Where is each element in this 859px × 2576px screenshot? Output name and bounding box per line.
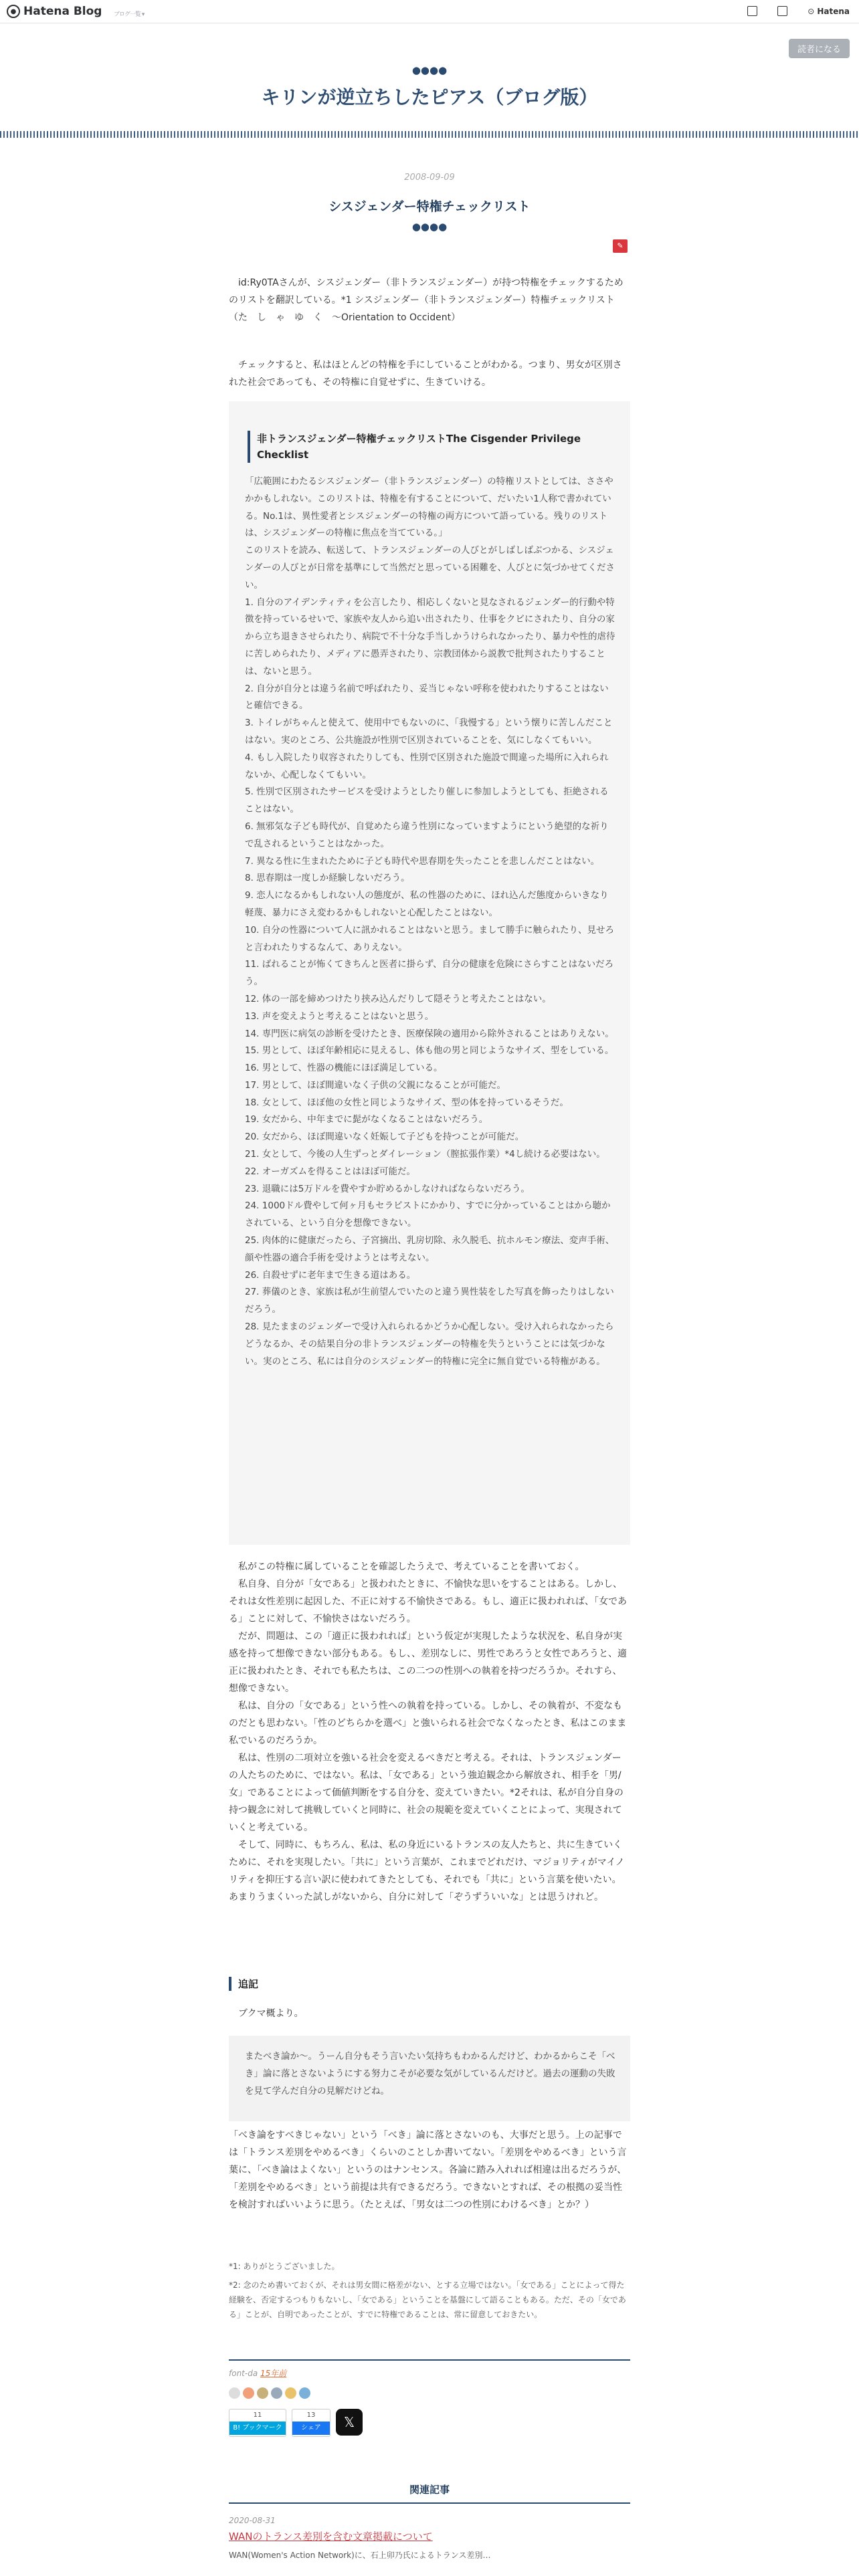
hatena-icon: ⊙ <box>807 6 815 16</box>
entry-paragraphs-3 <box>229 1558 630 1906</box>
checklist-item: 6. 無邪気な子ども時代が、自覚めたら違う性別になっていますようにという絶望的な祈りで乱されるということはなかった。 <box>245 821 609 849</box>
blog-title[interactable]: キリンが逆立ちしたピアス（ブログ版） <box>261 86 598 108</box>
write-button[interactable] <box>747 6 760 16</box>
checklist-item: 21. 女として、今後の人生ずっとダイレーション（膣拡張作業）*4し続ける必要はない。 <box>245 1149 605 1160</box>
header-stripe <box>0 131 859 138</box>
subscribe-button[interactable]: 読者になる <box>789 39 850 58</box>
hatena-bookmark-button[interactable]: 11 B! ブックマーク <box>229 2409 286 2437</box>
related-summary: WAN(Women's Action Network)に、石上卯乃氏によるトランス差別… <box>229 2551 491 2560</box>
star-user-icon[interactable] <box>299 2387 310 2399</box>
checklist-item: 4. もし入院したり収容されたりしても、性別で区別された施設で間違った場所に入れられないか、心配しなくてもいい。 <box>245 752 609 780</box>
checklist-item: 26. 自殺せずに老年まで生きる道はある。 <box>245 1269 416 1281</box>
checklist-item: 11. ばれることが怖くてきちんと医者に掛らず、自分の健康を危険にさらすことはないだろう。 <box>245 959 614 988</box>
blog-list-dropdown[interactable]: ブログ一覧 ▾ <box>114 11 145 18</box>
add-star-icon[interactable] <box>229 2387 240 2399</box>
checklist-item: 23. 退職には5万ドルを費やすか貯めるかしなければならないだろう。 <box>245 1183 530 1194</box>
header-actions <box>747 6 850 16</box>
checklist-item: 「広範囲にわたるシスジェンダー（非トランスジェンダー）の特権リストとしては、ささやかかもしれない。このリストは、特権を有することについて、だいたい1人称で書かれている。No.1は、異性愛者とシスジェンダーの特権の両方について語っている。残りのリストは、シスジェンダーの特権に焦点を当てている。」 <box>245 476 613 539</box>
checklist-item: 12. 体の一部を締めつけたり挟み込んだりして隠そうと考えたことはない。 <box>245 993 551 1004</box>
pencil-icon <box>747 6 757 16</box>
hatena-logo-icon: ● <box>7 5 20 18</box>
footnotes <box>229 2259 630 2326</box>
checklist-item: 13. 声を変えようと考えることはないと思う。 <box>245 1010 434 1022</box>
checklist-item: 25. 肉体的に健康だったら、子宮摘出、乳房切除、永久脱毛、抗ホルモン療法、変声手術、顔や性器の適合手術を受けようとは考えない。 <box>245 1235 615 1263</box>
body-paragraph: 私自身、自分が「女である」と扱われたときに、不愉快な思いをすることはある。しかし、それは女性差別に起因した、不正に対する不愉快さである。もし、適正に扱われれば、「女である」ことに対して、不愉快さはないだろう。 <box>229 1579 627 1624</box>
entry-time-link[interactable]: 15年前 <box>260 2369 287 2378</box>
entry-paragraph-1: id:Ry0TAさんが、シスジェンダー（非トランスジェンダー）が持つ特権をチェックするためのリストを翻訳している。*1 シスジェンダー（非トランスジェンダー）特権チェックリスト（た し ゃ ゆ く 〜Orientation to Occident） <box>229 278 624 323</box>
checklist-item: 16. 男として、性器の機能にほぼ満足している。 <box>245 1063 443 1074</box>
checklist-item: 14. 専門医に病気の診断を受けたとき、医療保険の適用から除外されることはありえない。 <box>245 1028 614 1039</box>
hatena-stars[interactable] <box>229 2387 630 2399</box>
entry-title-ornament: ●●●● <box>411 221 448 233</box>
addendum-intro: ブクマ概より。 <box>238 2008 304 2019</box>
footnote: *1: ありがとうございました。 <box>229 2262 340 2271</box>
share-buttons <box>229 2409 630 2437</box>
checklist-item: 19. 女だから、中年までに髭がなくなることはないだろう。 <box>245 1114 488 1125</box>
star-user-icon[interactable] <box>271 2387 282 2399</box>
related-heading: 関連記事 <box>409 2484 450 2496</box>
checklist-item: 5. 性別で区別されたサービスを受けようとしたり催しに参加しようとしても、拒絶されることはない。 <box>245 786 609 815</box>
checklist-item: 3. トイレがちゃんと使えて、使用中でもないのに、「我慢する」という懐りに苦しんだことはない。実のところ、公共施設が性別で区別されていることを、気にしなくてもいい。 <box>245 718 613 746</box>
related-rule <box>229 2502 630 2504</box>
checklist-item: 7. 異なる性に生まれたために子ども時代や思春期を失ったことを悲しんだことはない。 <box>245 855 600 867</box>
edit-entry-icon[interactable]: ✎ <box>613 239 628 253</box>
bookmark-comment-text: またべき論か〜。うーん自分もそう言いたい気持ちもわかるんだけど、わかるからこそ「べき」論に落とさないようにする努力こそが必要な気がしているんだけど。過去の運動の失敗を見て学んだ自分の見解だけどね。 <box>245 2051 615 2097</box>
dashboard-icon <box>777 6 787 16</box>
entry-title[interactable]: シスジェンダー特権チェックリスト <box>328 199 531 214</box>
body-paragraph: 私は、性別の二項対立を強いる社会を変えるべきだと考える。それは、トランスジェンダーの人たちのために、ではない。私は、「女である」という強迫観念から解放され、相手を「男/女」であることによって価値判断をする自分を、変えていきたい。*2それは、私が自分自身の持つ観念に対して挑戦していくと同時に、社会の規範を変えていくことによって、実現されていくと考えている。 <box>229 1753 624 1833</box>
checklist-item: 10. 自分の性器について人に訊かれることはないと思う。まして勝手に触られたり、見せろと言われたりするなんて、ありえない。 <box>245 924 614 953</box>
checklist-quote <box>229 401 630 1545</box>
footnote: *2: 念のため書いておくが、それは男女間に格差がない、とする立場ではない。「女である」ことによって得た経験を、否定するつもりもないし、「女である」ということを基盤にして語ることもある。ただ、その「女である」ことが、自明であったことが、すでに特権であることは、常に留意しておきたい。 <box>229 2280 626 2319</box>
entry-date[interactable]: 2008-09-09 <box>404 173 455 183</box>
checklist-item: 2. 自分が自分とは違う名前で呼ばれたり、妥当じゃない呼称を使われたりすることはないと確信できる。 <box>245 683 609 712</box>
checklist-item: このリストを読み、転送して、トランスジェンダーの人びとがしばしばぶつかる、シスジェンダーの人びとが日常を基準にして当然だと思っている困難を、人びとに気づかせてください。 <box>245 545 615 591</box>
hatena-link[interactable]: ⊙ Hatena <box>807 6 850 16</box>
body-paragraph: だが、問題は、この「適正に扱われれば」という仮定が実現したような状況を、私自身が実感を持って想像できない部分もある。もし、、差別なしに、男性であろうと女性であろうと、適正に扱われたとき、それでも私たちは、この二つの性別への執着を持つだろうか。それすら、想像できない。 <box>229 1631 627 1694</box>
related-date: 2020-08-31 <box>229 2516 276 2525</box>
global-header <box>0 0 859 23</box>
addendum-heading: 追記 <box>229 1977 630 1991</box>
body-paragraph: そして、同時に、もちろん、私は、私の身近にいるトランスの友人たちと、共に生きていくために、それを実現したい。「共に」という言葉が、これまでどれだけ、マジョリティがマイノリティを抑圧する言い訳に使われてきたとしても、それでも「共に」という言葉を使いたい。あまりうまくいった試しがないから、自分に対して「ぞうずういいな」とは思うけれど。 <box>229 1840 625 1903</box>
hatena-blog-logo[interactable] <box>7 5 102 18</box>
checklist-item: 28. 見たままのジェンダーで受け入れられるかどうか心配しない。受け入れられなかったらどうなるか、その結果自分の非トランスジェンダーの特権を失うということには気づかない。実のところ、私には自分のシスジェンダー的特権に完全に無自覚でいる特権がある。 <box>245 1321 614 1367</box>
checklist-item: 18. 女として、ほぼ他の女性と同じようなサイズ、型の体を持っているそうだ。 <box>245 1097 569 1108</box>
star-user-icon[interactable] <box>257 2387 268 2399</box>
checklist-item: 27. 葬儀のとき、家族は私が生前望んでいたのと違う異性装をした写真を飾ったりはしないだろう。 <box>245 1287 614 1315</box>
checklist-item: 9. 恋人になるかもしれない人の態度が、私の性器のために、ほれ込んだ態度からいきなり軽蔑、暴力にさえ変わるかもしれないと心配したことはない。 <box>245 890 609 918</box>
star-user-icon[interactable] <box>243 2387 254 2399</box>
checklist-item: 1. 自分のアイデンティティを公言したり、相応しくないと見なされるジェンダー的行動や特徴を持っているせいで、家族や友人から追い出されたり、仕事をクビにされたり、自分の家から立ち退きさせられたり、病院で不十分な手当しかうけられなかったり、暴力や性的虐待に苦しめられたり、メディアに愚弄されたり、宗教団体から説教で批判されたりすることは、ないと思う。 <box>245 597 615 677</box>
logo-text: Hatena Blog <box>23 5 102 18</box>
body-paragraph: 私がこの特権に属していることを確認したうえで、考えていることを書いておく。 <box>238 1562 585 1572</box>
entry-paragraph-2: チェックすると、私はほとんどの特権を手にしていることがわかる。つまり、男女が区別された社会であっても、その特権に自覚せずに、生きていける。 <box>229 360 622 388</box>
bookmark-comment-quote <box>229 2036 630 2121</box>
related-title-link[interactable]: WANのトランス差別を含む文章掲載について <box>229 2531 433 2543</box>
star-user-icon[interactable] <box>285 2387 296 2399</box>
checklist-item: 20. 女だから、ほぼ間違いなく妊娠して子どもを持つことが可能だ。 <box>245 1132 524 1143</box>
checklist-item: 8. 思春期は一度しか経験しないだろう。 <box>245 873 410 884</box>
entry-footer-rule <box>229 2359 630 2361</box>
checklist-item: 22. オーガズムを得ることはほぼ可能だ。 <box>245 1166 415 1177</box>
manage-button[interactable] <box>777 6 790 16</box>
body-paragraph: 私は、自分の「女である」という性への執着を持っている。しかし、その執着が、不変なものだとも思わない。「性のどちらかを選べ」と強いられる社会でなくなったとき、私はこのまま私でいるのだろうか。 <box>229 1701 627 1746</box>
x-share-icon[interactable]: 𝕏 <box>336 2409 363 2436</box>
entry-author: font-da 15年前 <box>229 2369 287 2378</box>
checklist-item: 24. 1000ドル費やして何ヶ月もセラピストにかかり、すでに分かっていることはから聴かされている、という自分を想像できない。 <box>245 1200 611 1229</box>
addendum-response: 「べき論をすべきじゃない」という「べき」論に落とさないのも、大事だと思う。上の記事では「トランス差別をやめるべき」くらいのことしか書いてない。「差別をやめるべき」という言葉に、「べき論はよくない」というのはナンセンス。各論に踏み入れれば相違は出るだろうが、「差別をやめるべき」という前提は共有できるだろう。できないとすれば、その根拠の妥当性を検討すればいいように思う。（たとえば、「男女は二つの性別にわけるべき」とか？） <box>229 2130 627 2210</box>
facebook-share-button[interactable]: 13 シェア <box>292 2409 330 2437</box>
checklist-body <box>245 473 617 1370</box>
checklist-item: 17. 男として、ほぼ間違いなく子供の父親になることが可能だ。 <box>245 1079 506 1091</box>
checklist-item: 15. 男として、ほぼ年齢相応に見えるし、体も他の男と同じようなサイズ、型をしている。 <box>245 1045 614 1057</box>
title-ornament: ●●●● <box>411 64 448 76</box>
checklist-heading: 非トランスジェンダー特権チェックリストThe Cisgender Privilege Checklist <box>248 431 618 463</box>
